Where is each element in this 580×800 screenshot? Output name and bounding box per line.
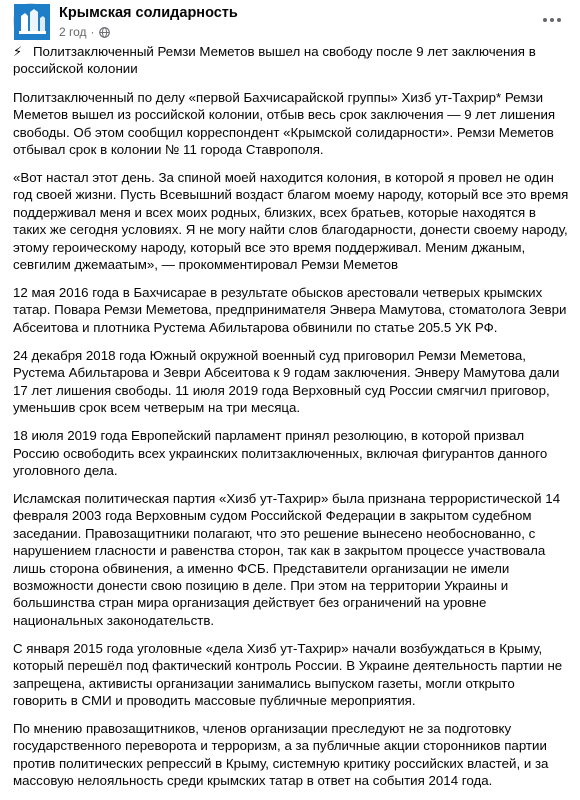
post-header <box>0 0 580 44</box>
post-paragraph: 24 декабря 2018 года Южный окружной военный суд приговорил Ремзи Меметова, Рустема Абильтарова и Зеври Абсеитова к 9 годам заключения. Энверу Мамутова дали 17 лет лишения свободы. 11 июля 2019 года Верховный суд России смягчил приговор, уменьшив срок всем четверым на три месяца. <box>13 347 560 416</box>
post-paragraph: По мнению правозащитников, членов организации преследуют не за подготовку государственного переворота и терроризм, а за публичные акции сторонников партии против политических репрессий в Крыму, системную критику российских властей, и за массовую нелояльность среди крымских татар в ответ на события 2014 года. <box>13 720 549 789</box>
post-lead <box>13 43 569 78</box>
lightning-emoji-icon: ⚡ <box>13 44 23 59</box>
post-time[interactable]: 2 год <box>59 25 87 39</box>
page-avatar[interactable] <box>13 3 49 39</box>
more-options-icon[interactable] <box>538 10 566 30</box>
page-name[interactable]: Крымская солидарность <box>59 5 238 21</box>
meta-separator: · <box>90 25 95 39</box>
globe-icon[interactable] <box>99 27 110 38</box>
post-meta <box>59 25 110 39</box>
post-paragraph: Исламская политическая партия «Хизб ут-Тахрир» была признана террористической 14 февраля 2003 года Верховным судом Российской Федерации в закрытом судебном заседании. Правозащитники полагают, что это решение вынесено необоснованно, с нарушением гласности и равенства сторон, так как в закрытом процессе участвовала лишь сторона обвинения, а именно ФСБ. Представители организации не имели возможности донести свою позицию в деле. При этом на территории Украины и большинства стран мира организация действует без ограничений на уровне национальных законодательств. <box>13 490 561 628</box>
post-paragraph: 12 мая 2016 года в Бахчисарае в результате обысков арестовали четверых крымских татар. Повара Ремзи Меметова, предпринимателя Энвера Мамутова, стоматолога Зеври Абсеитова и плотника Рустема Абильтарова обвинили по статье 205.5 УК РФ. <box>13 285 567 335</box>
post-lead-text: Политзаключенный Ремзи Меметов вышел на свободу после 9 лет заключения в российской колонии <box>13 44 536 77</box>
post-paragraph: 18 июля 2019 года Европейский парламент принял резолюцию, в которой призвал Россию освободить всех украинских политзаключенных, включая фигурантов данного уголовного дела. <box>13 428 548 478</box>
post-paragraph: Политзаключенный по делу «первой Бахчисарайской группы» Хизб ут-Тахрир* Ремзи Меметов вышел из российской колонии, отбыв весь срок заключения — 9 лет лишения свободы. Об этом сообщил корреспондент «Крымской солидарности». Ремзи Меметов отбывал срок в колонии № 11 города Ставрополя. <box>13 89 556 158</box>
post-paragraph: С января 2015 года уголовные «дела Хизб ут-Тахрир» начали возбуждаться в Крыму, который перешёл под фактический контроль России. В Украине деятельность партии не запрещена, активисты организации занимались выпуском газеты, могли открыто говорить в СМИ и проводить массовые публичные мероприятия. <box>13 640 563 708</box>
post-paragraph: «Вот настал этот день. За спиной моей находится колония, в которой я провел не один год своей жизни. Пусть Всевышний воздаст благом моему народу, который все это время поддерживал меня и всех моих родных, близких, всех братьев, которые находятся в таких же сегодня условиях. Я не могу найти слов благодарности, донести своему народу, этому героическому народу, который все это время поддерживал. Меним джаным, севгилим джемаатым», — прокомментировал Ремзи Меметов <box>13 170 569 273</box>
page-logo-icon <box>14 4 50 40</box>
post-body <box>13 43 569 800</box>
